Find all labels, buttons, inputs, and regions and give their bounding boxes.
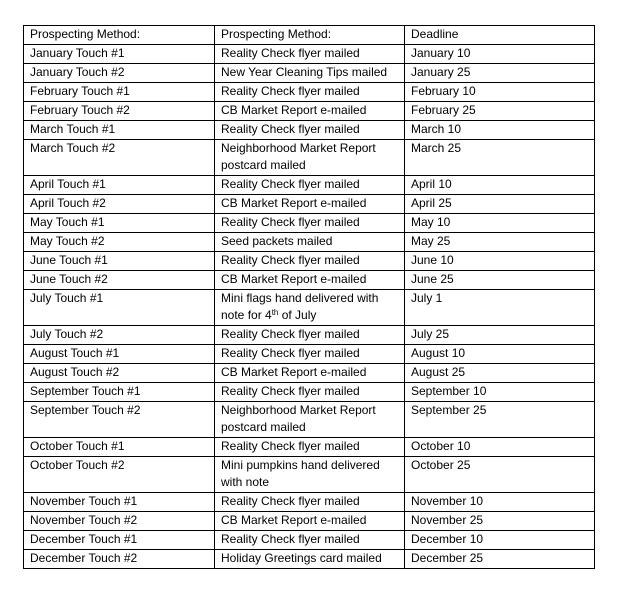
- table-row: [24, 345, 595, 364]
- touch-cell: October Touch #2: [24, 457, 215, 493]
- table-row: [24, 64, 595, 83]
- method-text-tail: of July: [278, 308, 317, 322]
- deadline-cell: October 10: [405, 438, 595, 457]
- deadline-cell: December 10: [405, 531, 595, 550]
- method-cell: Reality Check flyer mailed: [215, 326, 405, 345]
- deadline-cell: July 1: [405, 290, 595, 326]
- deadline-cell: May 10: [405, 214, 595, 233]
- table-row: [24, 383, 595, 402]
- touch-cell: July Touch #1: [24, 290, 215, 326]
- method-cell: Seed packets mailed: [215, 233, 405, 252]
- table-row: [24, 102, 595, 121]
- deadline-cell: November 10: [405, 493, 595, 512]
- touch-cell: February Touch #1: [24, 83, 215, 102]
- touch-cell: September Touch #1: [24, 383, 215, 402]
- touch-cell: August Touch #1: [24, 345, 215, 364]
- table-row: [24, 402, 595, 438]
- touch-cell: February Touch #2: [24, 102, 215, 121]
- table-row: [24, 83, 595, 102]
- prospecting-schedule-table: [23, 25, 595, 569]
- deadline-cell: June 25: [405, 271, 595, 290]
- method-cell: Reality Check flyer mailed: [215, 83, 405, 102]
- method-cell: CB Market Report e-mailed: [215, 195, 405, 214]
- touch-cell: October Touch #1: [24, 438, 215, 457]
- touch-cell: November Touch #1: [24, 493, 215, 512]
- method-cell: CB Market Report e-mailed: [215, 271, 405, 290]
- table-row: [24, 195, 595, 214]
- method-cell: Reality Check flyer mailed: [215, 45, 405, 64]
- method-cell: Reality Check flyer mailed: [215, 493, 405, 512]
- table-row: [24, 550, 595, 569]
- deadline-cell: September 25: [405, 402, 595, 438]
- table-row: [24, 45, 595, 64]
- method-cell: Reality Check flyer mailed: [215, 383, 405, 402]
- method-cell: Reality Check flyer mailed: [215, 252, 405, 271]
- method-cell: Mini pumpkins hand delivered with note: [215, 457, 405, 493]
- method-cell: Reality Check flyer mailed: [215, 176, 405, 195]
- table-row: [24, 140, 595, 176]
- touch-cell: June Touch #1: [24, 252, 215, 271]
- table-row: [24, 121, 595, 140]
- deadline-cell: November 25: [405, 512, 595, 531]
- table-row: [24, 233, 595, 252]
- table-row: [24, 290, 595, 326]
- table-row: [24, 252, 595, 271]
- deadline-cell: September 10: [405, 383, 595, 402]
- method-cell: Reality Check flyer mailed: [215, 531, 405, 550]
- deadline-cell: February 10: [405, 83, 595, 102]
- deadline-cell: December 25: [405, 550, 595, 569]
- touch-cell: June Touch #2: [24, 271, 215, 290]
- touch-cell: April Touch #1: [24, 176, 215, 195]
- method-cell: CB Market Report e-mailed: [215, 102, 405, 121]
- touch-cell: January Touch #2: [24, 64, 215, 83]
- header-prospecting-method-2: Prospecting Method:: [215, 26, 405, 45]
- method-cell: Reality Check flyer mailed: [215, 121, 405, 140]
- deadline-cell: April 10: [405, 176, 595, 195]
- deadline-cell: October 25: [405, 457, 595, 493]
- method-cell: New Year Cleaning Tips mailed: [215, 64, 405, 83]
- touch-cell: July Touch #2: [24, 326, 215, 345]
- method-cell: Reality Check flyer mailed: [215, 345, 405, 364]
- deadline-cell: May 25: [405, 233, 595, 252]
- touch-cell: August Touch #2: [24, 364, 215, 383]
- touch-cell: September Touch #2: [24, 402, 215, 438]
- method-cell: Reality Check flyer mailed: [215, 438, 405, 457]
- table-row: [24, 493, 595, 512]
- deadline-cell: February 25: [405, 102, 595, 121]
- method-cell: [215, 290, 405, 326]
- touch-cell: May Touch #1: [24, 214, 215, 233]
- table-row: [24, 457, 595, 493]
- touch-cell: December Touch #1: [24, 531, 215, 550]
- deadline-cell: January 25: [405, 64, 595, 83]
- table-row: [24, 512, 595, 531]
- table-row: [24, 438, 595, 457]
- table-row: [24, 364, 595, 383]
- touch-cell: May Touch #2: [24, 233, 215, 252]
- deadline-cell: June 10: [405, 252, 595, 271]
- deadline-cell: March 25: [405, 140, 595, 176]
- table-row: [24, 176, 595, 195]
- touch-cell: March Touch #2: [24, 140, 215, 176]
- header-prospecting-method-1: Prospecting Method:: [24, 26, 215, 45]
- touch-cell: March Touch #1: [24, 121, 215, 140]
- method-cell: Neighborhood Market Report postcard mailed: [215, 140, 405, 176]
- method-superscript: th: [271, 308, 279, 317]
- table-row: [24, 531, 595, 550]
- touch-cell: December Touch #2: [24, 550, 215, 569]
- deadline-cell: January 10: [405, 45, 595, 64]
- deadline-cell: August 10: [405, 345, 595, 364]
- touch-cell: April Touch #2: [24, 195, 215, 214]
- method-cell: Reality Check flyer mailed: [215, 214, 405, 233]
- table-row: [24, 214, 595, 233]
- method-text: Mini flags hand delivered with note for 4: [221, 291, 379, 322]
- method-cell: Neighborhood Market Report postcard mailed: [215, 402, 405, 438]
- method-cell: CB Market Report e-mailed: [215, 512, 405, 531]
- method-cell: CB Market Report e-mailed: [215, 364, 405, 383]
- header-deadline: Deadline: [405, 26, 595, 45]
- deadline-cell: March 10: [405, 121, 595, 140]
- deadline-cell: August 25: [405, 364, 595, 383]
- method-cell: Holiday Greetings card mailed: [215, 550, 405, 569]
- deadline-cell: July 25: [405, 326, 595, 345]
- touch-cell: November Touch #2: [24, 512, 215, 531]
- header-row: [24, 26, 595, 45]
- deadline-cell: April 25: [405, 195, 595, 214]
- touch-cell: January Touch #1: [24, 45, 215, 64]
- table-row: [24, 326, 595, 345]
- table-row: [24, 271, 595, 290]
